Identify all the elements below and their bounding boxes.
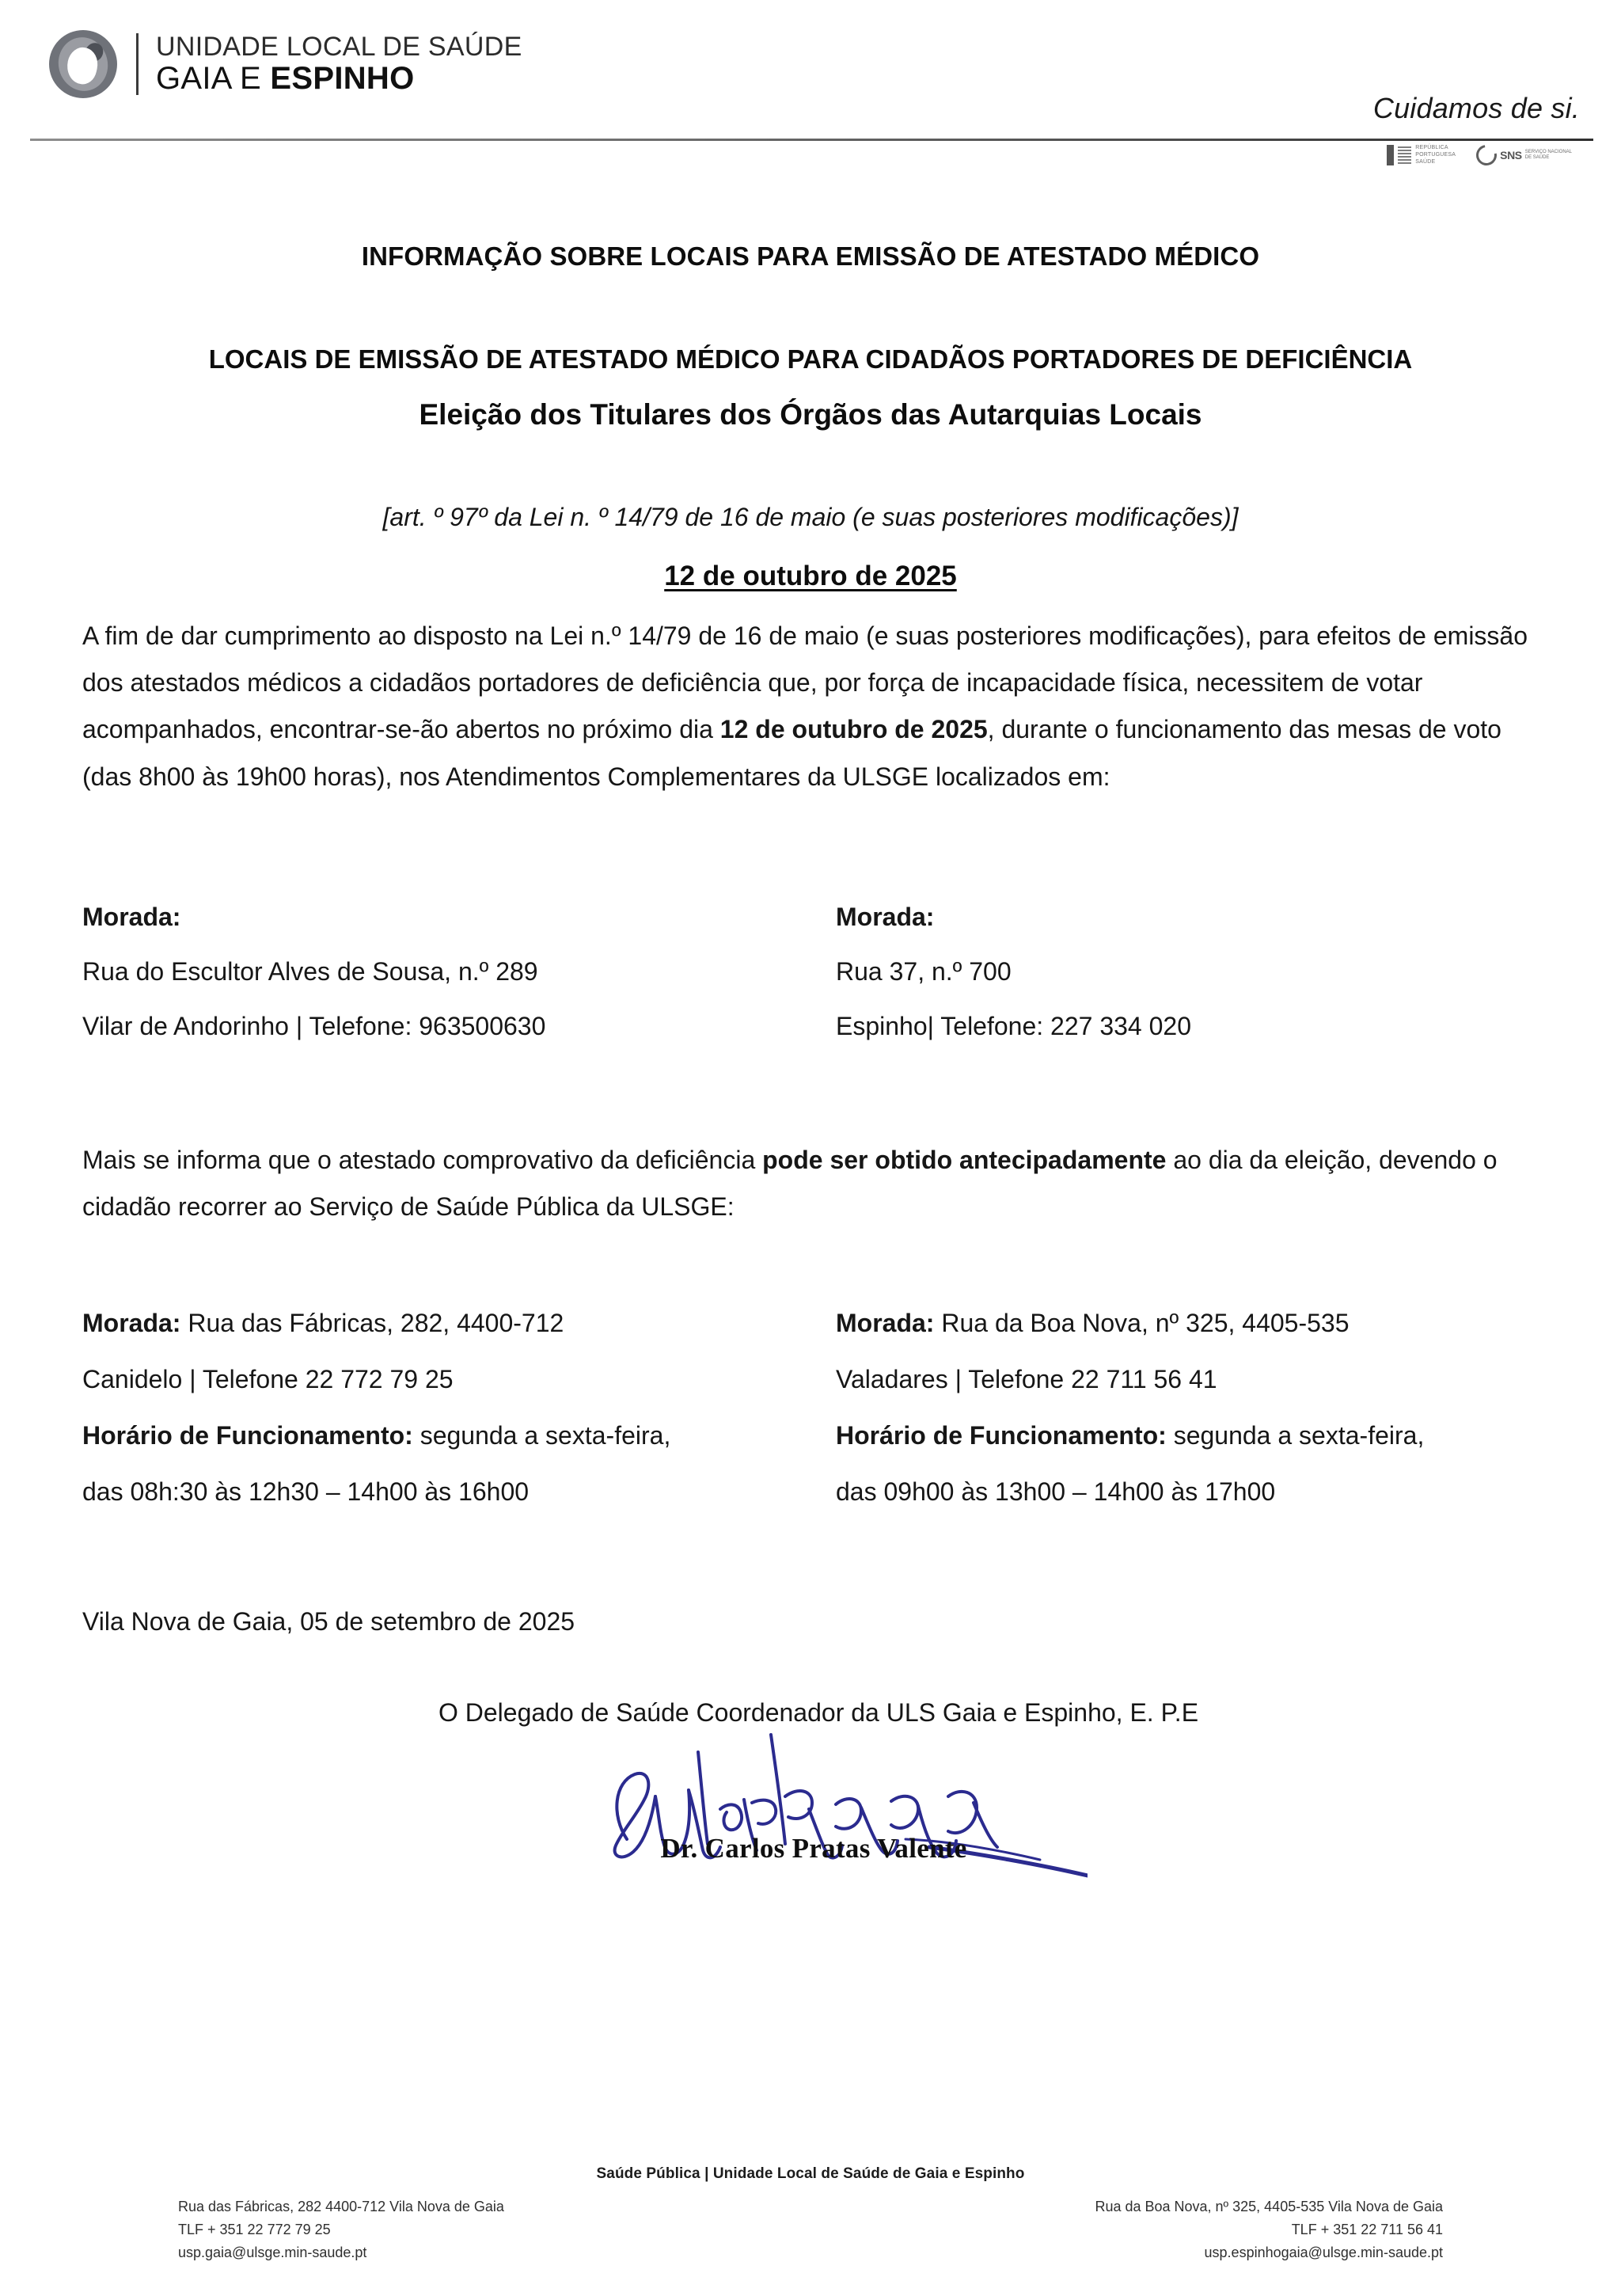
paragraph-secondary-bold: pode ser obtido antecipadamente <box>762 1145 1167 1174</box>
unit-hours-detail: das 08h:30 às 12h30 – 14h00 às 16h00 <box>82 1477 530 1507</box>
paragraph-main-bold-date: 12 de outubro de 2025 <box>719 715 988 744</box>
logo-gaia-e: GAIA E <box>156 60 271 96</box>
unit-hours-value: segunda a sexta-feira, <box>412 1421 671 1450</box>
footer-left-address: Rua das Fábricas, 282 4400-712 Vila Nova de Gaia <box>178 2199 504 2214</box>
paragraph-secondary-part2: ao dia da eleição, devendo o cidadão recorrer ao Serviço de Saúde Pública da ULSGE: <box>82 1145 1498 1222</box>
footer-right-email[interactable]: usp.espinhogaia@ulsge.min-saude.pt <box>1204 2245 1443 2261</box>
paragraph-main-part1: A fim de dar cumprimento ao disposto na Lei n.º 14/79 de 16 de maio (e suas posteriores modificações), para efeitos de emissão dos atestados médicos a cidadãos portadores de deficiência que, por força de incapacidade física, necessitem de votar acompanhados, encontrar-se-ão abertos no próximo dia <box>82 622 1528 744</box>
footer-right-phone: TLF + 351 22 711 56 41 <box>1291 2222 1443 2238</box>
republica-line3: SAÚDE <box>1415 158 1436 165</box>
unit-morada-value: Rua das Fábricas, 282, 4400-712 <box>180 1309 564 1338</box>
footer-contact-left <box>178 2195 504 2264</box>
paragraph-secondary-part1: Mais se informa que o atestado comprovativo da deficiência <box>82 1145 763 1174</box>
unit-city-phone: Canidelo | Telefone 22 772 79 25 <box>82 1365 454 1394</box>
document-header <box>0 0 1621 165</box>
paragraph-main <box>82 613 1539 800</box>
morada-label: Morada: <box>82 902 181 931</box>
morada-street: Rua 37, n.º 700 <box>836 956 1012 986</box>
unit-morada-label: Morada: <box>836 1309 935 1338</box>
location-block <box>82 895 818 1048</box>
location-column-right <box>818 800 1539 1048</box>
health-unit-column-right <box>818 1230 1539 1514</box>
sns-acronym: SNS <box>1500 149 1522 162</box>
document-body <box>0 158 1621 1896</box>
health-unit-column-left <box>82 1230 818 1514</box>
page-title: INFORMAÇÃO SOBRE LOCAIS PARA EMISSÃO DE ATESTADO MÉDICO <box>361 241 1260 271</box>
sns-sub-line1: SERVIÇO NACIONAL <box>1524 150 1572 155</box>
subtitle-locais: LOCAIS DE EMISSÃO DE ATESTADO MÉDICO PARA CIDADÃOS PORTADORES DE DEFICIÊNCIA <box>208 344 1413 374</box>
logo-divider <box>136 33 139 95</box>
unit-morada-line <box>82 1302 818 1345</box>
footer-contact-right <box>1095 2195 1443 2264</box>
health-unit-block <box>818 1302 1539 1514</box>
logo-line-unidade: UNIDADE LOCAL DE SAÚDE <box>156 31 522 62</box>
footer-columns <box>178 2195 1443 2264</box>
election-date: 12 de outubro de 2025 <box>664 561 957 591</box>
unit-morada-line <box>836 1302 1539 1345</box>
health-units <box>82 1230 1539 1514</box>
morada-label: Morada: <box>836 902 935 931</box>
unit-hours-line <box>836 1414 1539 1458</box>
footer-right-address: Rua da Boa Nova, nº 325, 4405-535 Vila Nova de Gaia <box>1095 2199 1443 2214</box>
legal-reference: [art. º 97º da Lei n. º 14/79 de 16 de maio (e suas posteriores modificações)] <box>382 503 1239 531</box>
tagline: Cuidamos de si. <box>1372 92 1580 124</box>
signer-title: O Delegado de Saúde Coordenador da ULS Gaia e Espinho, E. P.E <box>438 1698 1199 1728</box>
unit-hours-value: segunda a sexta-feira, <box>1166 1421 1425 1450</box>
unit-hours-label: Horário de Funcionamento: <box>836 1421 1167 1450</box>
republica-line1: REPÚBLICA <box>1415 145 1448 150</box>
header-divider-rule <box>30 139 1593 141</box>
unit-hours-label: Horário de Funcionamento: <box>82 1421 413 1450</box>
morada-city-phone: Vilar de Andorinho | Telefone: 963500630 <box>82 1011 546 1040</box>
signer-name: Dr. Carlos Pratas Valente <box>660 1833 967 1865</box>
place-and-date: Vila Nova de Gaia, 05 de setembro de 2025 <box>82 1607 575 1636</box>
republica-line2: PORTUGUESA <box>1415 151 1456 158</box>
footer-title: Saúde Pública | Unidade Local de Saúde de Gaia e Espinho <box>596 2165 1025 2182</box>
logo-espinho: ESPINHO <box>270 60 415 96</box>
morada-street: Rua do Escultor Alves de Sousa, n.º 289 <box>82 956 538 986</box>
footer-left-email[interactable]: usp.gaia@ulsge.min-saude.pt <box>178 2245 367 2261</box>
ulsge-ring-icon <box>49 30 117 98</box>
health-unit-block <box>82 1302 818 1514</box>
logo-text <box>156 33 522 96</box>
document-footer <box>0 2165 1621 2264</box>
paragraph-secondary <box>82 1137 1539 1230</box>
subtitle-eleicao: Eleição dos Titulares dos Órgãos das Autarquias Locais <box>419 398 1202 431</box>
footer-left-phone: TLF + 351 22 772 79 25 <box>178 2222 331 2238</box>
signature-area <box>0 1698 1621 1896</box>
paragraph-main-part2: , durante o funcionamento das mesas de voto (das 8h00 às 19h00 horas), nos Atendimentos Complementares da ULSGE localizados em: <box>82 715 1501 791</box>
logo-line-gaia-espinho <box>156 60 522 96</box>
unit-morada-label: Morada: <box>82 1309 181 1338</box>
location-column-left <box>82 800 818 1048</box>
organization-logo <box>49 30 522 98</box>
location-block <box>818 895 1539 1048</box>
unit-city-phone: Valadares | Telefone 22 711 56 41 <box>836 1365 1217 1394</box>
voting-locations <box>82 800 1539 1048</box>
unit-hours-line <box>82 1414 818 1458</box>
unit-hours-detail: das 09h00 às 13h00 – 14h00 às 17h00 <box>836 1477 1276 1507</box>
unit-morada-value: Rua da Boa Nova, nº 325, 4405-535 <box>934 1309 1350 1338</box>
morada-city-phone: Espinho| Telefone: 227 334 020 <box>836 1011 1191 1040</box>
sns-sub-line2: DE SAÚDE <box>1524 155 1550 161</box>
